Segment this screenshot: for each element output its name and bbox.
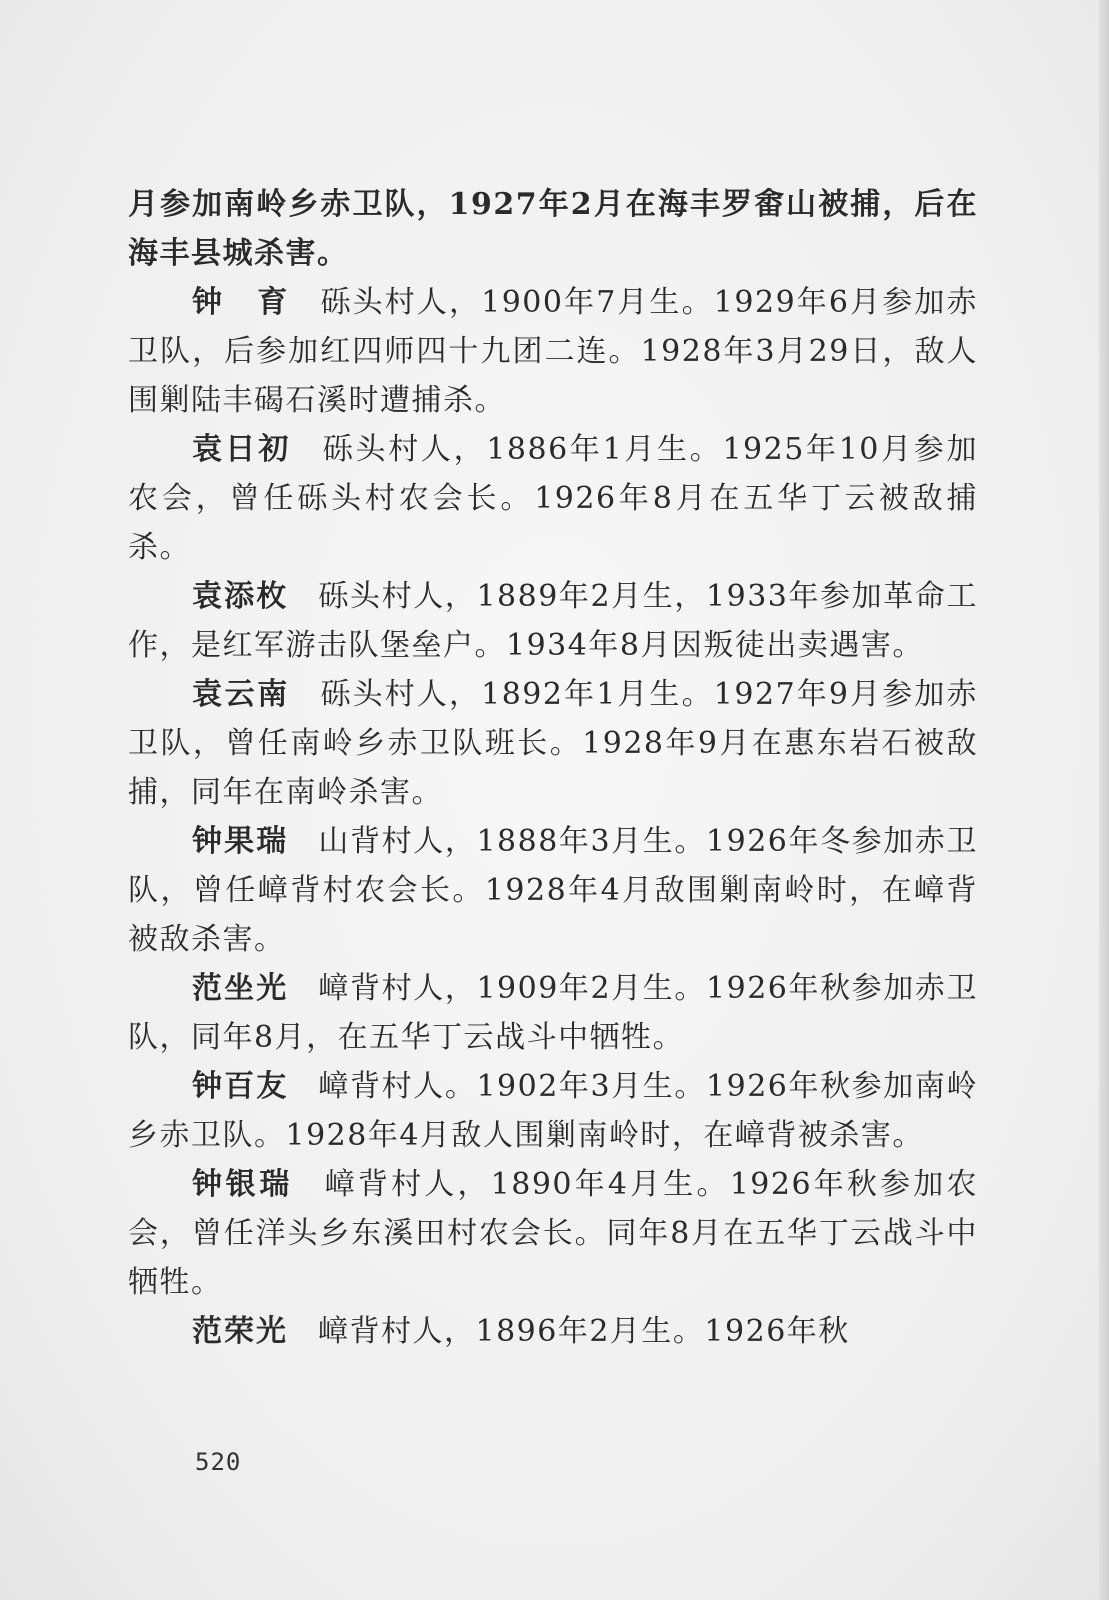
martyr-entry xyxy=(128,670,978,817)
entry-name: 袁云南 xyxy=(192,677,290,712)
martyr-entry xyxy=(128,1160,978,1307)
page-number: 520 xyxy=(195,1448,242,1476)
entry-name: 范坐光 xyxy=(192,971,289,1006)
martyr-entry xyxy=(128,964,978,1062)
martyr-entry xyxy=(128,425,978,572)
entry-name: 袁日初 xyxy=(192,432,292,467)
martyr-entry xyxy=(128,278,978,425)
entry-text: 山背村人，1888年3月生。1926年冬参加赤卫队，曾任嶂背村农会长。1928年4月敌围剿南岭时，在嶂背被敌杀害。 xyxy=(128,824,978,957)
entry-text: 嶂背村人，1909年2月生。1926年秋参加赤卫队，同年8月，在五华丁云战斗中牺牲。 xyxy=(128,971,978,1055)
entry-text: 嶂背村人，1896年2月生。1926年秋 xyxy=(318,1314,850,1349)
entry-text: 砾头村人，1886年1月生。1925年10月参加农会，曾任砾头村农会长。1926年8月在五华丁云被敌捕杀。 xyxy=(128,432,978,565)
martyr-entry xyxy=(128,817,978,964)
entry-name: 钟果瑞 xyxy=(192,824,289,859)
entry-text: 嶂背村人，1890年4月生。1926年秋参加农会，曾任洋头乡东溪田村农会长。同年8月在五华丁云战斗中牺牲。 xyxy=(128,1167,978,1300)
entry-name: 范荣光 xyxy=(192,1314,288,1349)
martyr-entry xyxy=(128,1062,978,1160)
entry-name: 袁添枚 xyxy=(192,579,289,614)
entry-text: 砾头村人，1892年1月生。1927年9月参加赤卫队，曾任南岭乡赤卫队班长。1928年9月在惠东岩石被敌捕，同年在南岭杀害。 xyxy=(128,677,978,810)
entry-text: 砾头村人，1900年7月生。1929年6月参加赤卫队，后参加红四师四十九团二连。1928年3月29日，敌人围剿陆丰碣石溪时遭捕杀。 xyxy=(128,285,978,418)
entry-name: 钟银瑞 xyxy=(192,1167,294,1202)
entry-text: 砾头村人，1889年2月生，1933年参加革命工作，是红军游击队堡垒户。1934年8月因叛徒出卖遇害。 xyxy=(128,579,978,663)
martyr-entry xyxy=(128,1307,978,1356)
page-text-body xyxy=(128,180,978,1356)
entry-name: 钟 育 xyxy=(192,285,290,320)
page-edge-shadow xyxy=(1099,0,1109,1600)
opening-paragraph: 月参加南岭乡赤卫队，1927年2月在海丰罗畬山被捕，后在海丰县城杀害。 xyxy=(128,187,978,271)
martyr-entry xyxy=(128,572,978,670)
entry-name: 钟百友 xyxy=(192,1069,289,1104)
entry-text: 嶂背村人。1902年3月生。1926年秋参加南岭乡赤卫队。1928年4月敌人围剿南岭时，在嶂背被杀害。 xyxy=(128,1069,978,1153)
